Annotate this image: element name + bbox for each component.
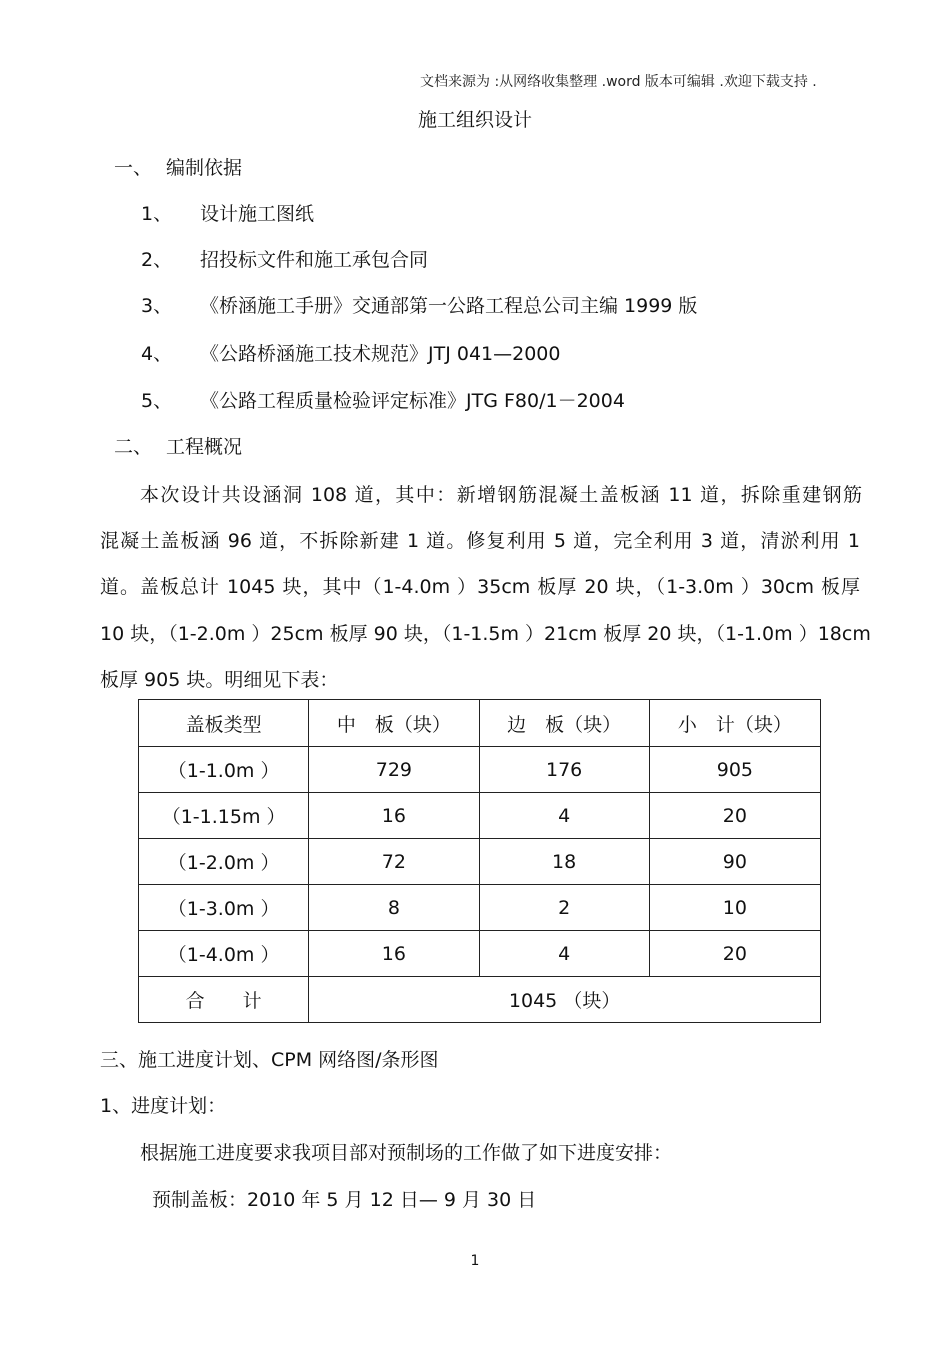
table-cell: 4 <box>479 793 649 839</box>
paragraph-line: 本次设计共设涵洞 108 道，其中：新增钢筋混凝土盖板涵 11 道，拆除重建钢筋 <box>140 484 862 506</box>
list-item: 设计施工图纸 <box>200 203 315 225</box>
section-title: 编制依据 <box>166 157 243 179</box>
table-total-label: 合 计 <box>139 977 309 1023</box>
table-row <box>139 793 821 839</box>
table-cell: 16 <box>309 931 479 977</box>
table-cell: （1-1.15m ） <box>139 793 309 839</box>
table-cell: 905 <box>649 747 820 793</box>
list-item-number: 1、 <box>141 203 173 225</box>
paragraph-line: 根据施工进度要求我项目部对预制场的工作做了如下进度安排： <box>140 1142 673 1164</box>
schedule-line: 预制盖板：2010 年 5 月 12 日— 9 月 30 日 <box>152 1189 537 1211</box>
cover-plate-table <box>138 699 821 1023</box>
table-header-cell: 盖板类型 <box>139 700 309 747</box>
paragraph-line: 10 块，（1-2.0m ）25cm 板厚 90 块，（1-1.5m ）21cm 板厚 20 块，（1-1.0m ）18cm <box>100 623 871 645</box>
table-cell: 729 <box>309 747 479 793</box>
table-cell: 4 <box>479 931 649 977</box>
document-title: 施工组织设计 <box>417 109 532 131</box>
list-item-number: 3、 <box>141 295 173 317</box>
subsection-heading: 1、进度计划： <box>100 1095 227 1117</box>
list-item-number: 5、 <box>141 390 173 412</box>
paragraph-line: 混凝土盖板涵 96 道，不拆除新建 1 道。修复利用 5 道，完全利用 3 道，清淤利用 1 <box>100 530 860 552</box>
list-item-number: 4、 <box>141 343 173 365</box>
table-cell: （1-1.0m ） <box>139 747 309 793</box>
table-cell: 20 <box>649 793 820 839</box>
section-heading: 三、施工进度计划、CPM 网络图/条形图 <box>100 1049 439 1071</box>
table-cell: （1-4.0m ） <box>139 931 309 977</box>
table-header-cell: 中 板（块） <box>309 700 479 747</box>
table-cell: 18 <box>479 839 649 885</box>
table-row <box>139 885 821 931</box>
table-cell: （1-3.0m ） <box>139 885 309 931</box>
section-number: 一、 <box>114 157 153 179</box>
section-number: 二、 <box>114 436 153 458</box>
table-total-value: 1045 （块） <box>309 977 821 1023</box>
header-note: 文档来源为 :从网络收集整理 .word 版本可编辑 .欢迎下载支持 . <box>420 74 817 90</box>
list-item: 招投标文件和施工承包合同 <box>200 249 429 271</box>
list-item-number: 2、 <box>141 249 173 271</box>
table-cell: 10 <box>649 885 820 931</box>
table-row <box>139 931 821 977</box>
table-cell: 2 <box>479 885 649 931</box>
table-total-row <box>139 977 821 1023</box>
table-row <box>139 839 821 885</box>
table-row <box>139 747 821 793</box>
table-header-cell: 小 计（块） <box>649 700 820 747</box>
table-header-cell: 边 板（块） <box>479 700 649 747</box>
table-cell: 20 <box>649 931 820 977</box>
table-cell: 16 <box>309 793 479 839</box>
list-item: 《桥涵施工手册》交通部第一公路工程总公司主编 1999 版 <box>200 295 698 317</box>
paragraph-line: 道。盖板总计 1045 块，其中（1-4.0m ）35cm 板厚 20 块，（1-3.0m ）30cm 板厚 <box>100 576 860 598</box>
table-cell: 8 <box>309 885 479 931</box>
table-cell: 90 <box>649 839 820 885</box>
table-cell: 176 <box>479 747 649 793</box>
list-item: 《公路桥涵施工技术规范》JTJ 041—2000 <box>200 343 561 365</box>
section-title: 工程概况 <box>166 436 243 458</box>
list-item: 《公路工程质量检验评定标准》JTG F80/1－2004 <box>200 390 625 412</box>
table-cell: 72 <box>309 839 479 885</box>
table-header-row <box>139 700 821 747</box>
table-cell: （1-2.0m ） <box>139 839 309 885</box>
page-number: 1 <box>470 1253 480 1269</box>
paragraph-line: 板厚 905 块。明细见下表： <box>100 669 339 691</box>
